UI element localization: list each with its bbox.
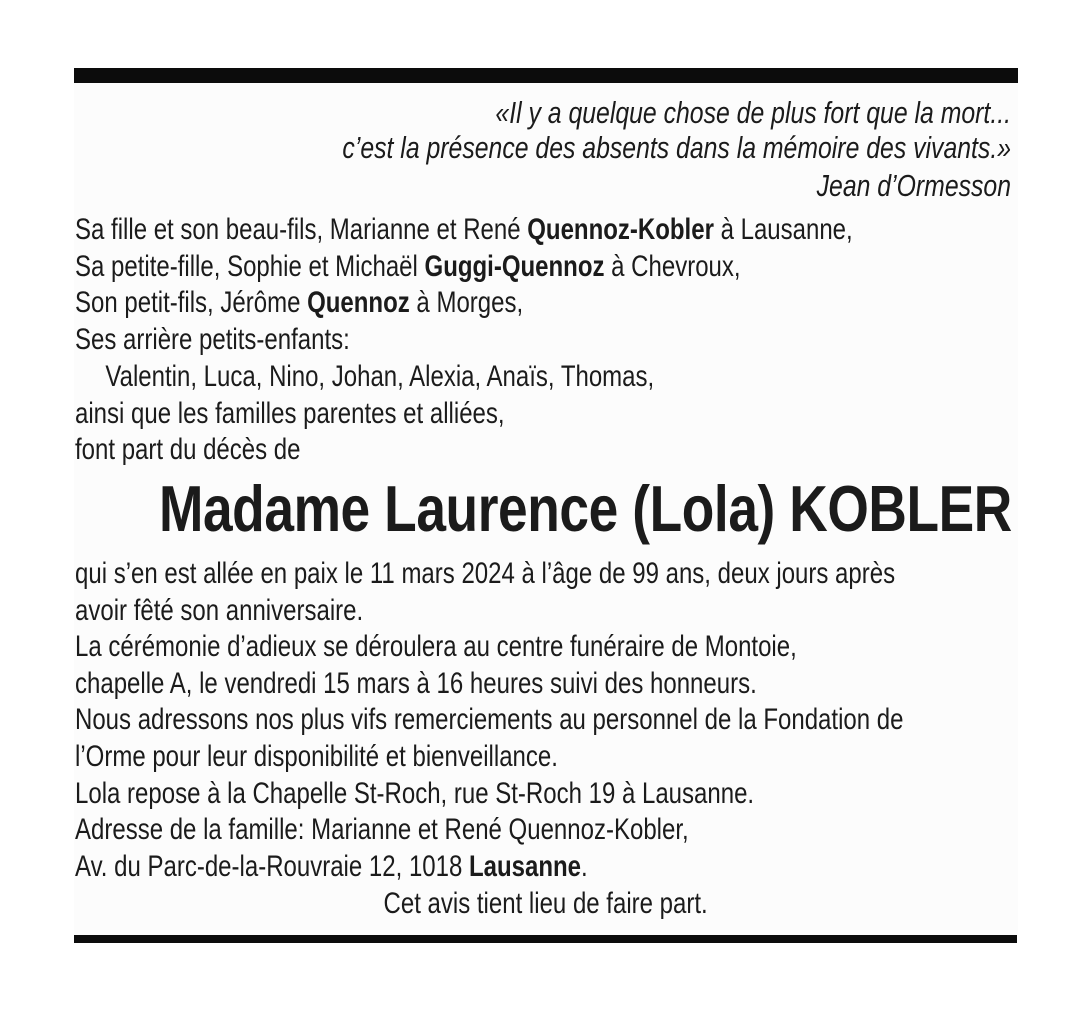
text-segment: La cérémonie d’adieux se déroulera au centre funéraire de Montoie, — [75, 630, 797, 664]
quote-author: Jean d’Ormesson — [816, 168, 1011, 203]
text-segment: Adresse de la famille: Marianne et René Quennoz-Kobler, — [75, 813, 689, 847]
memorial-quote — [74, 95, 1011, 205]
text-line — [75, 322, 867, 359]
bold-text-segment: Quennoz — [307, 286, 410, 320]
text-line — [75, 396, 867, 433]
family-list — [75, 212, 1065, 469]
text-line — [75, 432, 867, 469]
text-segment: chapelle A, le vendredi 15 mars à 16 heures suivi des honneurs. — [75, 666, 757, 700]
text-segment: «Il y a quelque chose de plus fort que la mort... — [495, 95, 1011, 130]
text-line — [75, 593, 867, 630]
text-line — [75, 212, 867, 249]
closing-line-text: Cet avis tient lieu de faire part. — [383, 887, 709, 920]
top-rule — [74, 68, 1018, 83]
text-segment: avoir fêté son anniversaire. — [75, 593, 364, 627]
body-text — [75, 556, 1065, 885]
text-segment: . — [581, 849, 588, 883]
bottom-rule — [74, 935, 1017, 943]
bold-text-segment: Quennoz-Kobler — [527, 213, 714, 246]
text-line — [75, 702, 904, 739]
text-segment: Son petit-fils, Jérôme — [75, 286, 308, 320]
text-segment: ainsi que les familles parentes et alliées, — [75, 396, 505, 430]
text-line — [75, 739, 867, 776]
text-line — [75, 285, 867, 322]
text-segment: Sa fille et son beau-fils, Marianne et René — [75, 213, 528, 246]
text-segment: à Lausanne, — [713, 213, 853, 246]
text-line — [75, 629, 867, 666]
text-segment: Lola repose à la Chapelle St-Roch, rue St-Roch 19 à Lausanne. — [75, 776, 755, 810]
text-segment: Ses arrière petits-enfants: — [75, 323, 350, 357]
text-line — [75, 249, 867, 286]
text-segment: c’est la présence des absents dans la mémoire des vivants.» — [342, 130, 1012, 165]
text-line — [75, 666, 867, 703]
text-line — [75, 812, 867, 849]
text-line — [75, 776, 867, 813]
text-line — [75, 556, 896, 593]
closing-line — [74, 885, 1018, 922]
text-line — [75, 359, 867, 396]
text-segment: Sa petite-fille, Sophie et Michaël — [75, 249, 425, 283]
text-segment: Av. du Parc-de-la-Rouvraie 12, 1018 — [75, 849, 469, 883]
text-segment: à Chevroux, — [604, 249, 741, 283]
text-line — [75, 849, 867, 886]
deceased-name: Madame Laurence (Lola) KOBLER — [158, 472, 1012, 545]
bold-text-segment: Guggi-Quennoz — [424, 249, 605, 283]
text-segment: l’Orme pour leur disponibilité et bienveillance. — [75, 739, 558, 773]
text-segment: qui s’en est allée en paix le 11 mars 2024 à l’âge de 99 ans, deux jours après — [75, 557, 896, 590]
text-segment: Nous adressons nos plus vifs remerciements au personnel de la Fondation de — [75, 703, 904, 737]
text-segment: Valentin, Luca, Nino, Johan, Alexia, Anaïs, Thomas, — [105, 359, 655, 393]
memorial-quote-lines — [74, 95, 1011, 165]
text-line — [261, 95, 1011, 130]
text-segment: à Morges, — [409, 286, 524, 320]
text-segment: font part du décès de — [75, 433, 301, 467]
bold-text-segment: Lausanne — [469, 849, 582, 883]
text-line — [261, 130, 1011, 165]
